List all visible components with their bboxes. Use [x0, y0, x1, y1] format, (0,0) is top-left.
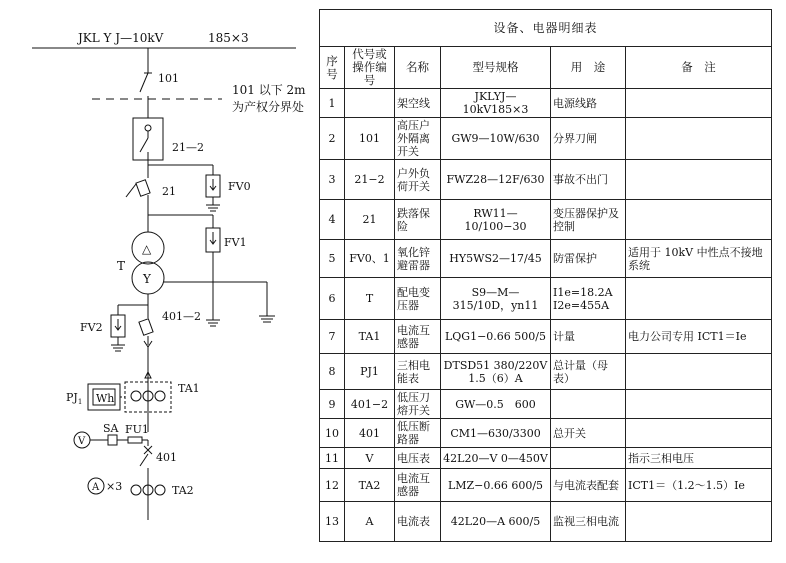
- single-line-diagram: [0, 0, 318, 563]
- cell-use: 防雷保护: [551, 240, 626, 278]
- cell-name: 电流互感器: [395, 469, 441, 502]
- knife-fuse-401-2: [139, 319, 153, 336]
- cell-note: [626, 419, 772, 448]
- cell-code: FV0、1: [345, 240, 395, 278]
- cell-code: PJ1: [345, 354, 395, 390]
- cell-model: DTSD51 380/220V 1.5（6）A: [441, 354, 551, 390]
- label-a-count: ×3: [106, 480, 123, 493]
- cell-model: LMZ−0.66 600/5: [441, 469, 551, 502]
- cell-no: 11: [320, 448, 345, 469]
- cell-use: 事故不出门: [551, 160, 626, 200]
- cell-model: 42L20—A 600/5: [441, 502, 551, 542]
- cell-name: 低压刀熔开关: [395, 390, 441, 419]
- table-row: [320, 240, 772, 278]
- cell-code: T: [345, 278, 395, 320]
- cell-name: 户外负荷开关: [395, 160, 441, 200]
- boundary-note-1: 101 以下 2m: [232, 83, 306, 97]
- cell-name: 电流表: [395, 502, 441, 542]
- cell-name: 电压表: [395, 448, 441, 469]
- table-row: [320, 200, 772, 240]
- label-21: 21: [162, 185, 176, 198]
- cell-note: 适用于 10kV 中性点不接地系统: [626, 240, 772, 278]
- cell-note: [626, 160, 772, 200]
- cell-model: GW9—10W/630: [441, 118, 551, 160]
- cell-code: 21: [345, 200, 395, 240]
- label-fv1: FV1: [224, 236, 247, 249]
- label-fv2: FV2: [80, 321, 103, 334]
- cell-code: 101: [345, 118, 395, 160]
- col-header-model: 型号规格: [441, 47, 551, 89]
- cell-no: 9: [320, 390, 345, 419]
- cell-use: 监视三相电流: [551, 502, 626, 542]
- cell-no: 7: [320, 320, 345, 354]
- label-ta2: TA2: [172, 484, 194, 497]
- col-header-use: 用 途: [551, 47, 626, 89]
- cell-no: 2: [320, 118, 345, 160]
- cell-note: ICT1＝（1.2～1.5）Ie: [626, 469, 772, 502]
- cell-note: [626, 89, 772, 118]
- cell-model: GW—0.5 600: [441, 390, 551, 419]
- label-ta1: TA1: [178, 382, 200, 395]
- table-row: [320, 160, 772, 200]
- cell-no: 6: [320, 278, 345, 320]
- cell-name: 跌落保险: [395, 200, 441, 240]
- cell-code: TA2: [345, 469, 395, 502]
- cell-use: 总开关: [551, 419, 626, 448]
- cell-note: [626, 200, 772, 240]
- cell-code: 401: [345, 419, 395, 448]
- label-21-2: 21—2: [172, 141, 204, 154]
- label-t: T: [117, 259, 126, 273]
- cell-code: [345, 89, 395, 118]
- label-sa: SA: [103, 422, 119, 435]
- cell-use: 分界刀闸: [551, 118, 626, 160]
- cell-model: RW11—10/100−30: [441, 200, 551, 240]
- table-row: [320, 469, 772, 502]
- col-header-code: 代号或操作编号: [345, 47, 395, 89]
- cell-code: 21−2: [345, 160, 395, 200]
- label-fv0: FV0: [228, 180, 251, 193]
- label-fu1: FU1: [125, 423, 149, 436]
- label-401-2: 401—2: [162, 310, 201, 323]
- cell-use: 与电流表配套: [551, 469, 626, 502]
- cell-no: 5: [320, 240, 345, 278]
- table-row: [320, 448, 772, 469]
- col-header-no: 序号: [320, 47, 345, 89]
- cell-model: LQG1−0.66 500/5: [441, 320, 551, 354]
- cell-name: 低压断路器: [395, 419, 441, 448]
- cell-note: [626, 278, 772, 320]
- table-row: [320, 354, 772, 390]
- cell-note: 指示三相电压: [626, 448, 772, 469]
- table-row: [320, 419, 772, 448]
- col-header-name: 名称: [395, 47, 441, 89]
- cell-no: 12: [320, 469, 345, 502]
- cell-model: JKLYJ—10kV185×3: [441, 89, 551, 118]
- cell-use: 计量: [551, 320, 626, 354]
- cell-use: [551, 448, 626, 469]
- cell-use: [551, 390, 626, 419]
- cell-use: 变压器保护及控制: [551, 200, 626, 240]
- table-title: 设备、电器明细表: [320, 10, 772, 47]
- table-row: [320, 502, 772, 542]
- cell-code: 401−2: [345, 390, 395, 419]
- cell-no: 1: [320, 89, 345, 118]
- cell-name: 配电变压器: [395, 278, 441, 320]
- cell-code: A: [345, 502, 395, 542]
- cell-note: [626, 354, 772, 390]
- cell-name: 高压户外隔离开关: [395, 118, 441, 160]
- cell-no: 10: [320, 419, 345, 448]
- label-401: 401: [156, 451, 177, 464]
- cell-code: V: [345, 448, 395, 469]
- fuse-fu1: [128, 437, 142, 443]
- cell-no: 13: [320, 502, 345, 542]
- cell-use: 电源线路: [551, 89, 626, 118]
- cell-note: [626, 502, 772, 542]
- cell-name: 架空线: [395, 89, 441, 118]
- cell-name: 氧化锌避雷器: [395, 240, 441, 278]
- cell-code: TA1: [345, 320, 395, 354]
- line-spec: 185×3: [208, 31, 249, 45]
- table-row: [320, 320, 772, 354]
- dropout-fuse: [136, 180, 150, 197]
- wye-symbol: Y: [143, 272, 151, 286]
- cell-note: [626, 390, 772, 419]
- cell-model: CM1—630/3300: [441, 419, 551, 448]
- col-header-note: 备 注: [626, 47, 772, 89]
- selector-switch-sa: [108, 435, 117, 445]
- table-row: [320, 89, 772, 118]
- cell-model: HY5WS2—17/45: [441, 240, 551, 278]
- line-label: JKL Y J—10kV: [78, 31, 164, 45]
- table-row: [320, 118, 772, 160]
- cell-note: [626, 118, 772, 160]
- cell-use: 总计量（母表）: [551, 354, 626, 390]
- cell-use: I1e=18.2A I2e=455A: [551, 278, 626, 320]
- cell-name: 三相电能表: [395, 354, 441, 390]
- delta-symbol: △: [142, 242, 152, 256]
- label-pj1: $PJ_1$: [66, 391, 83, 406]
- table-row: [320, 278, 772, 320]
- switch-101-blade: [140, 73, 148, 92]
- cell-note: 电力公司专用 ICT1＝Ie: [626, 320, 772, 354]
- label-wh: Wh: [96, 392, 115, 405]
- cell-no: 8: [320, 354, 345, 390]
- cell-model: 42L20—V 0—450V: [441, 448, 551, 469]
- label-v: V: [78, 436, 86, 447]
- cell-name: 电流互感器: [395, 320, 441, 354]
- label-a: A: [92, 482, 100, 493]
- boundary-note-2: 为产权分界处: [232, 100, 305, 114]
- equipment-table: [319, 9, 772, 542]
- table-row: [320, 390, 772, 419]
- label-101: 101: [158, 72, 179, 85]
- cell-no: 3: [320, 160, 345, 200]
- cell-no: 4: [320, 200, 345, 240]
- cell-model: S9—M—315/10D，yn11: [441, 278, 551, 320]
- cell-model: FWZ28—12F/630: [441, 160, 551, 200]
